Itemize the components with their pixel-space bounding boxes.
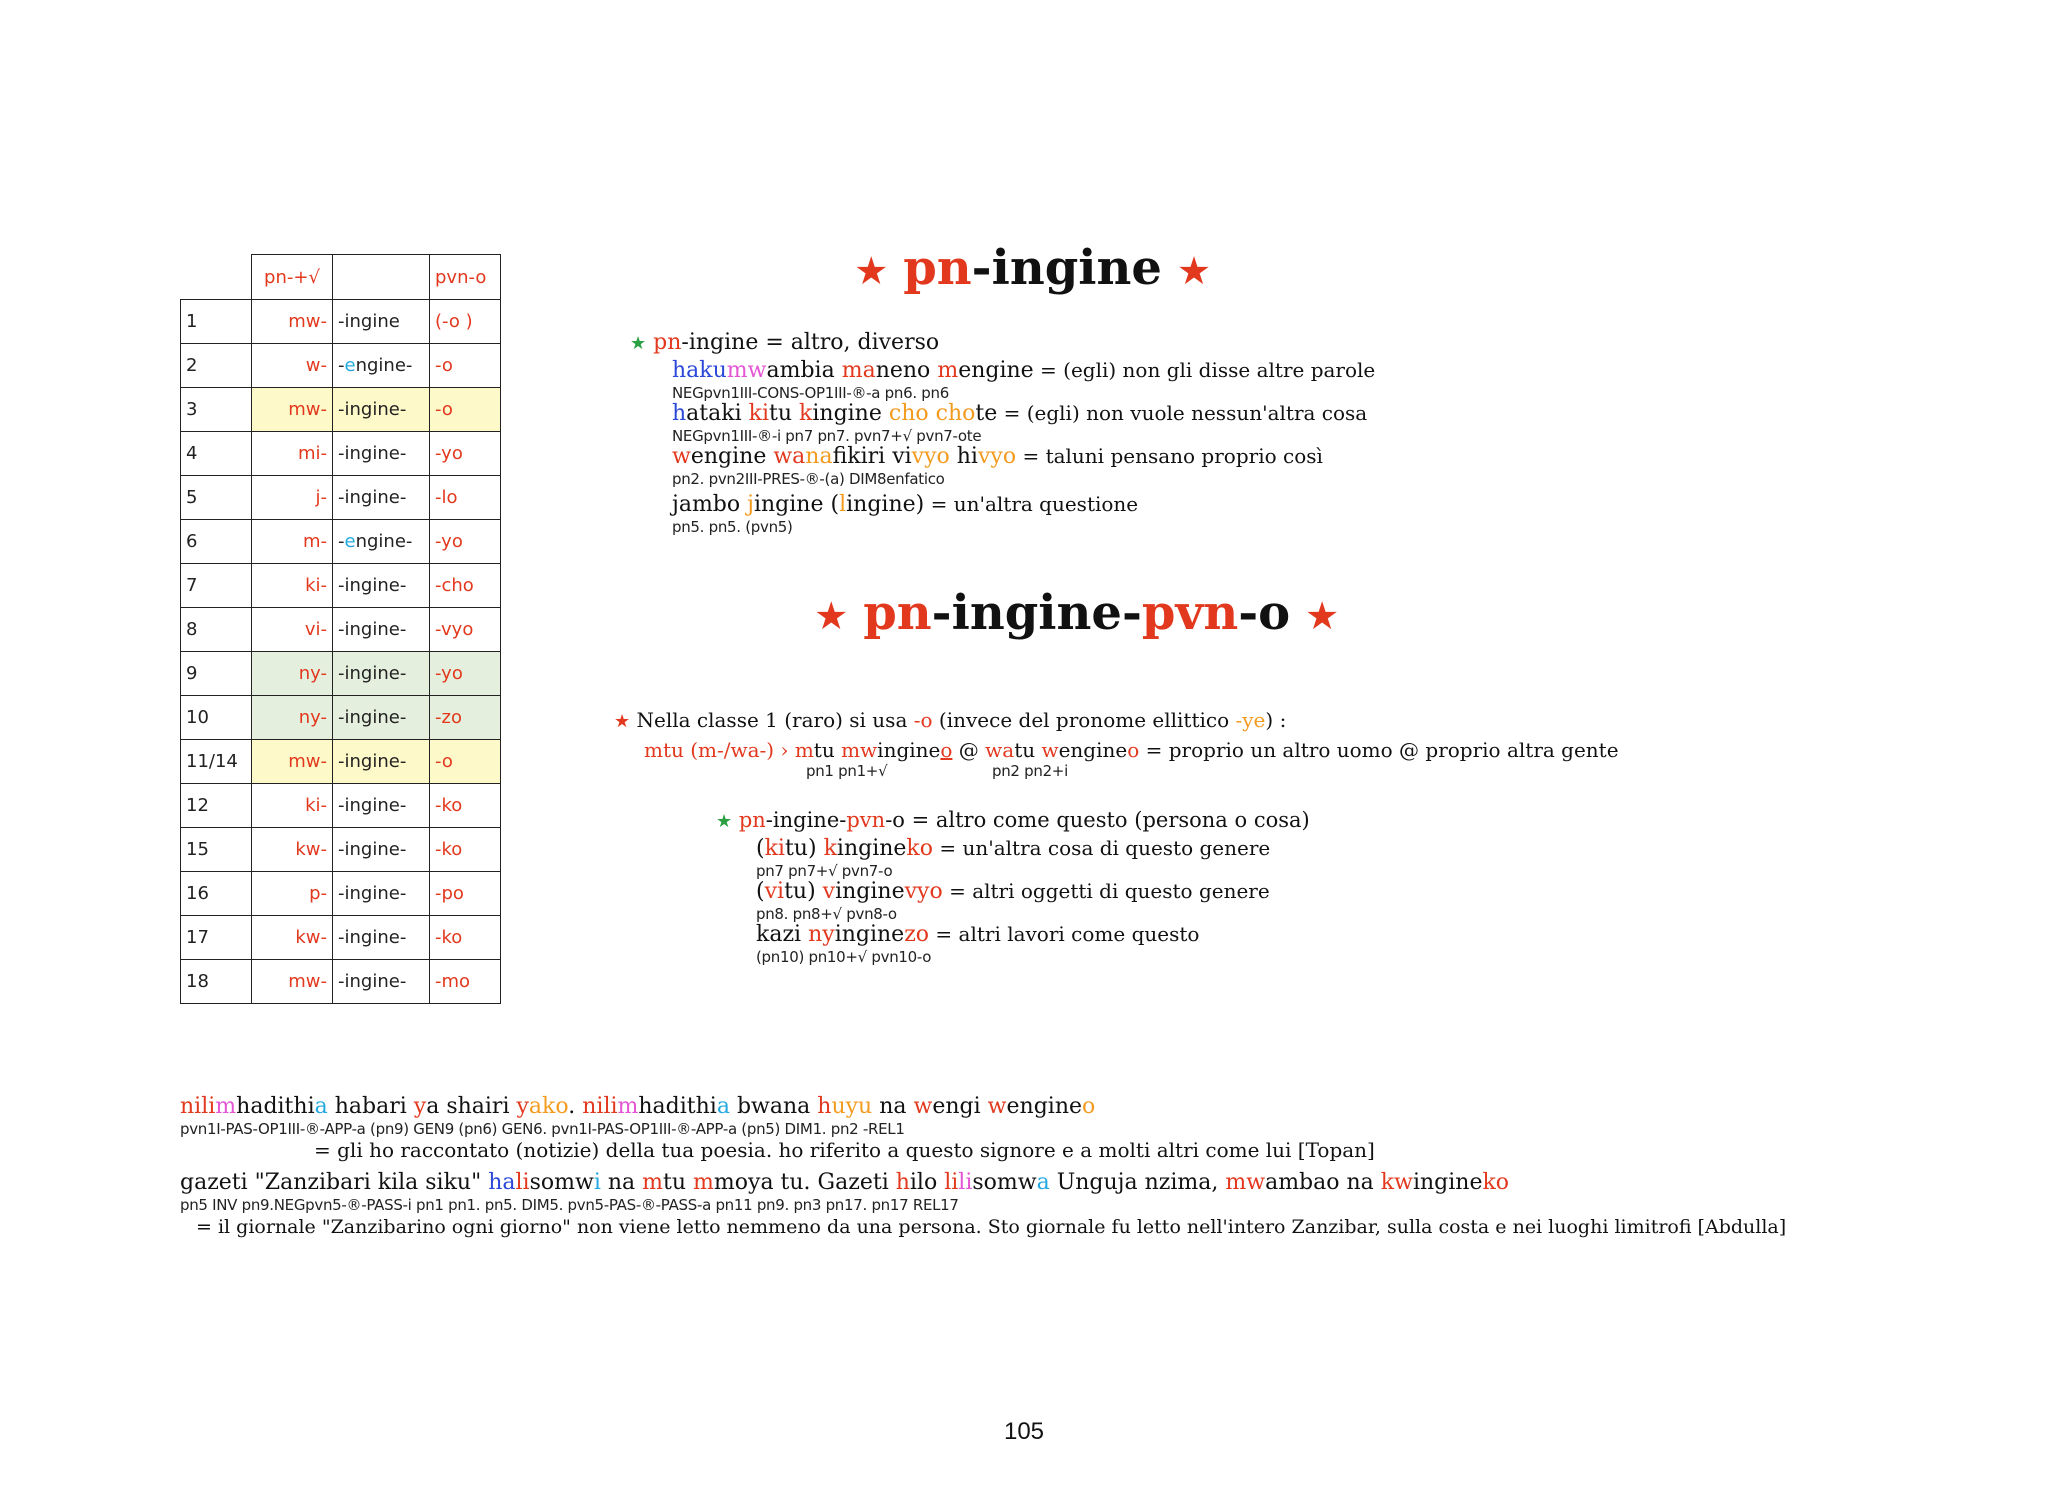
table-cell-suf: -ko: [430, 828, 501, 872]
example-line: [672, 401, 1367, 426]
table-cell-suf: -cho: [430, 564, 501, 608]
table-cell-pn: ny-: [252, 696, 333, 740]
text: = un'altra cosa di questo genere: [933, 836, 1271, 860]
text: moya tu. Gazeti: [713, 1170, 896, 1195]
definition-line: [630, 330, 939, 355]
example-line: [672, 358, 1375, 383]
text: = proprio un altro uomo @ proprio altra gente: [1139, 738, 1619, 762]
translation-line: = il giornale "Zanzibarino ogni giorno" non viene letto nemmeno da una persona. Sto giornale fu letto nell'intero Zanzibar, sulla costa e nei luoghi limitrofi [Abdulla]: [196, 1216, 1787, 1238]
text: hi: [956, 444, 978, 469]
text: wa: [985, 738, 1015, 762]
text: na: [600, 1170, 643, 1195]
text: k: [823, 836, 837, 861]
text: w: [672, 444, 691, 469]
example-line: [756, 879, 1270, 904]
page-number: 105: [1003, 1418, 1045, 1445]
example-line: [644, 738, 1619, 762]
table-row: [181, 740, 501, 784]
text: cho: [935, 401, 976, 426]
text: wa: [773, 444, 806, 469]
table-cell-stem: -ingine-: [333, 564, 430, 608]
text: gazeti "Zanzibari kila siku": [180, 1170, 489, 1195]
text: ko: [1482, 1170, 1510, 1195]
table-cell-stem: -ingine-: [333, 872, 430, 916]
title-part: -ingine: [971, 240, 1162, 296]
pronoun-class-table: [180, 254, 501, 1004]
table-cell-n: 8: [181, 608, 252, 652]
text: ingine: [836, 836, 907, 861]
table-cell-pn: ny-: [252, 652, 333, 696]
table-cell-n: 18: [181, 960, 252, 1004]
table-cell-suf: -o: [430, 740, 501, 784]
translation-line: = gli ho raccontato (notizie) della tua poesia. ho riferito a questo signore e a molti altri come lui [Topan]: [314, 1138, 1375, 1162]
table-cell-stem: -ingine-: [333, 828, 430, 872]
text: (: [756, 879, 765, 904]
definition-line: [716, 808, 1310, 832]
gloss-line: pn5 INV pn9.NEGpvn5-®-PASS-i pn1 pn1. pn5. DIM5. pvn5-PAS-®-PASS-a pn11 pn9. pn3 pn17. pn17 REL17: [180, 1196, 959, 1214]
gloss-line: pn2 pn2+i: [992, 762, 1068, 780]
text: (: [756, 836, 765, 861]
text: vi: [764, 879, 785, 904]
text: v: [822, 879, 836, 904]
text: o: [940, 738, 953, 762]
table-cell-pn: p-: [252, 872, 333, 916]
table-cell-n: 6: [181, 520, 252, 564]
table-cell-suf: -po: [430, 872, 501, 916]
text: somw: [529, 1170, 594, 1195]
text: engine: [1058, 738, 1128, 762]
table-cell-n: 11/14: [181, 740, 252, 784]
text: vyo: [977, 444, 1017, 469]
table-cell-stem: -ingine-: [333, 916, 430, 960]
text: o: [1082, 1094, 1096, 1119]
text: m: [642, 1170, 664, 1195]
text: hadithi: [236, 1094, 315, 1119]
text: ako: [528, 1094, 569, 1119]
table-cell-n: 4: [181, 432, 252, 476]
text: -o: [913, 708, 933, 732]
text: -ingine = altro, diverso: [681, 330, 940, 355]
text: zo: [904, 922, 930, 947]
table-row: [181, 608, 501, 652]
table-cell-stem: -ingine-: [333, 960, 430, 1004]
text: pn: [653, 330, 682, 355]
table-row: [181, 388, 501, 432]
text: a: [716, 1094, 730, 1119]
table-header-cell: pvn-o: [430, 255, 501, 300]
table-cell-n: 12: [181, 784, 252, 828]
section-title-pn-ingine: [856, 240, 1209, 296]
text: (invece del pronome ellittico: [932, 708, 1236, 732]
text: tu: [813, 738, 842, 762]
text: m: [215, 1094, 237, 1119]
table-cell-suf: -lo: [430, 476, 501, 520]
star-icon: ★: [614, 711, 631, 732]
title-part: -ingine-: [931, 585, 1142, 641]
text: mw: [1225, 1170, 1266, 1195]
title-part: pn: [903, 240, 972, 296]
text: = un'altra questione: [924, 492, 1139, 516]
table-header-cell: pn-+√: [252, 255, 333, 300]
table-row: [181, 872, 501, 916]
table-cell-suf: -yo: [430, 520, 501, 564]
table-cell-pn: mw-: [252, 388, 333, 432]
text: o: [1127, 738, 1140, 762]
table-cell-pn: j-: [252, 476, 333, 520]
text: j: [747, 492, 754, 517]
table-cell-stem: -ingine-: [333, 476, 430, 520]
text: ki: [764, 836, 785, 861]
text: somw: [972, 1170, 1037, 1195]
text: l: [839, 492, 847, 517]
example-line: [672, 444, 1323, 469]
text: ingine: [835, 879, 905, 904]
example-line: [756, 836, 1270, 861]
table-header-cell: [181, 255, 252, 300]
text: tu: [769, 401, 793, 426]
table-row: [181, 564, 501, 608]
example-line: [672, 492, 1138, 517]
text: ingine: [877, 738, 941, 762]
text: pvn: [846, 808, 886, 832]
table-cell-pn: kw-: [252, 828, 333, 872]
text: tu: [1014, 738, 1042, 762]
table-cell-suf: -o: [430, 388, 501, 432]
text: li: [958, 1170, 973, 1195]
text: w: [987, 1094, 1007, 1119]
text: bwana: [729, 1094, 818, 1119]
text: li: [515, 1170, 530, 1195]
table-cell-pn: m-: [252, 520, 333, 564]
table-cell-stem: -ingine: [333, 300, 430, 344]
star-icon: ★: [1178, 251, 1210, 292]
table-cell-stem: -ingine-: [333, 388, 430, 432]
text: ) :: [1265, 708, 1287, 732]
table-cell-n: 3: [181, 388, 252, 432]
text: @: [952, 738, 986, 762]
text: te: [975, 401, 998, 426]
text: tu): [784, 836, 824, 861]
text: engine: [690, 444, 767, 469]
table-cell-suf: -mo: [430, 960, 501, 1004]
table-row: [181, 652, 501, 696]
text: y: [516, 1094, 529, 1119]
text: nili: [582, 1094, 618, 1119]
text: ilo: [909, 1170, 945, 1195]
text: .: [568, 1094, 583, 1119]
gloss-line: pn7 pn7+√ pvn7-o: [756, 862, 893, 880]
text: fikiri: [832, 444, 886, 469]
text: vi: [892, 444, 912, 469]
table-cell-suf: -ko: [430, 784, 501, 828]
gloss-line: pvn1I-PAS-OP1III-®-APP-a (pn9) GEN9 (pn6) GEN6. pvn1I-PAS-OP1III-®-APP-a (pn5) DIM1. pn2 -REL1: [180, 1120, 905, 1138]
text: hadithi: [638, 1094, 717, 1119]
text: w: [1041, 738, 1059, 762]
text: ny: [808, 922, 835, 947]
text: pn: [738, 808, 766, 832]
title-part: pn: [863, 585, 932, 641]
text: a: [1036, 1170, 1050, 1195]
table-cell-n: 15: [181, 828, 252, 872]
text: ingine: [812, 401, 882, 426]
text: ha: [488, 1170, 516, 1195]
text: k: [799, 401, 813, 426]
text: vyo: [911, 444, 950, 469]
title-part: pvn: [1141, 585, 1239, 641]
table-cell-pn: ki-: [252, 784, 333, 828]
table-cell-pn: ki-: [252, 564, 333, 608]
text: mw: [726, 358, 767, 383]
text: a: [314, 1094, 328, 1119]
table-cell-suf: -yo: [430, 432, 501, 476]
gloss-line: NEGpvn1III-®-i pn7 pn7. pvn7+√ pvn7-ote: [672, 427, 982, 445]
table-row: [181, 696, 501, 740]
text: tu): [784, 879, 823, 904]
text: Unguja nzima,: [1049, 1170, 1226, 1195]
text: h: [895, 1170, 910, 1195]
text: engine: [1006, 1094, 1083, 1119]
table-row: [181, 960, 501, 1004]
table-row: [181, 344, 501, 388]
table-cell-suf: -ko: [430, 916, 501, 960]
text: ingine): [846, 492, 925, 517]
title-part: -o: [1238, 585, 1291, 641]
text: mw: [841, 738, 878, 762]
text: na: [872, 1094, 914, 1119]
table-row: [181, 916, 501, 960]
text: tu: [663, 1170, 694, 1195]
star-icon: ★: [630, 333, 647, 354]
table-cell-stem: -ingine-: [333, 696, 430, 740]
note-line: [614, 708, 1286, 732]
text: w: [913, 1094, 933, 1119]
gloss-line: pn5. pn5. (pvn5): [672, 518, 793, 536]
table-cell-n: 10: [181, 696, 252, 740]
text: haku: [672, 358, 727, 383]
text: m: [937, 358, 959, 383]
text: m: [617, 1094, 639, 1119]
table-cell-pn: vi-: [252, 608, 333, 652]
table-cell-suf: -zo: [430, 696, 501, 740]
table-cell-stem: -ingine-: [333, 740, 430, 784]
text: nili: [180, 1094, 216, 1119]
text: kw: [1380, 1170, 1413, 1195]
table-cell-n: 2: [181, 344, 252, 388]
text: cho: [888, 401, 929, 426]
text: m: [794, 738, 814, 762]
table-cell-suf: (-o ): [430, 300, 501, 344]
text: m: [693, 1170, 714, 1195]
text: engine: [958, 358, 1034, 383]
table-cell-n: 17: [181, 916, 252, 960]
table-row: [181, 432, 501, 476]
text: h: [672, 401, 687, 426]
text: ambao na: [1265, 1170, 1381, 1195]
table-cell-stem: -engine-: [333, 520, 430, 564]
example-line: [756, 922, 1199, 947]
star-icon: ★: [856, 251, 887, 292]
gloss-line: (pn10) pn10+√ pvn10-o: [756, 948, 932, 966]
text: = altri oggetti di questo genere: [942, 879, 1270, 903]
text: i: [593, 1170, 601, 1195]
text: (: [830, 492, 840, 517]
sentence-2: [180, 1170, 1509, 1195]
table-cell-n: 16: [181, 872, 252, 916]
text: vyo: [904, 879, 943, 904]
text: jambo: [672, 492, 741, 517]
table-cell-suf: -yo: [430, 652, 501, 696]
star-icon: ★: [716, 811, 733, 832]
table-cell-stem: -ingine-: [333, 432, 430, 476]
table-cell-pn: mw-: [252, 740, 333, 784]
table-cell-n: 5: [181, 476, 252, 520]
table-row: [181, 476, 501, 520]
table-cell-n: 7: [181, 564, 252, 608]
table-cell-pn: w-: [252, 344, 333, 388]
text: ki: [748, 401, 769, 426]
table-cell-suf: -vyo: [430, 608, 501, 652]
table-cell-n: 1: [181, 300, 252, 344]
star-icon: ★: [1306, 596, 1338, 637]
text: na: [805, 444, 833, 469]
text: li: [944, 1170, 959, 1195]
star-icon: ★: [816, 596, 847, 637]
text: a shairi: [426, 1094, 517, 1119]
table-cell-pn: mw-: [252, 300, 333, 344]
table-cell-pn: mw-: [252, 960, 333, 1004]
text: = (egli) non gli disse altre parole: [1033, 358, 1376, 382]
gloss-line: pn2. pvn2III-PRES-®-(a) DIM8enfatico: [672, 470, 945, 488]
text: ingine: [834, 922, 905, 947]
text: -o = altro come questo (persona o cosa): [885, 808, 1310, 832]
table-cell-stem: -ingine-: [333, 652, 430, 696]
table-cell-suf: -o: [430, 344, 501, 388]
gloss-line: NEGpvn1III-CONS-OP1III-®-a pn6. pn6: [672, 384, 949, 402]
gloss-line: pn8. pn8+√ pvn8-o: [756, 905, 897, 923]
text: = taluni pensano proprio così: [1016, 444, 1323, 468]
text: ingine: [1412, 1170, 1483, 1195]
text: ingine: [753, 492, 824, 517]
table-header-row: [181, 255, 501, 300]
text: neno: [875, 358, 931, 383]
table-row: [181, 300, 501, 344]
table-cell-n: 9: [181, 652, 252, 696]
text: mtu (m-/wa-) ›: [644, 738, 795, 762]
text: -ye: [1235, 708, 1266, 732]
text: engi: [932, 1094, 988, 1119]
text: = altri lavori come questo: [929, 922, 1200, 946]
text: = (egli) non vuole nessun'altra cosa: [997, 401, 1368, 425]
sentence-1: [180, 1094, 1095, 1119]
text: y: [413, 1094, 427, 1119]
table-row: [181, 784, 501, 828]
text: h: [817, 1094, 832, 1119]
text: kazi: [756, 922, 809, 947]
text: uyu: [831, 1094, 873, 1119]
table-cell-stem: -ingine-: [333, 784, 430, 828]
text: Nella classe 1 (raro) si usa: [636, 708, 914, 732]
table-row: [181, 828, 501, 872]
text: -ingine-: [765, 808, 847, 832]
text: ambia: [766, 358, 835, 383]
table-cell-pn: kw-: [252, 916, 333, 960]
text: habari: [327, 1094, 414, 1119]
text: ataki: [686, 401, 742, 426]
table-cell-stem: -ingine-: [333, 608, 430, 652]
table-cell-pn: mi-: [252, 432, 333, 476]
table-header-cell: [333, 255, 430, 300]
gloss-line: pn1 pn1+√: [806, 762, 888, 780]
table-row: [181, 520, 501, 564]
text: ko: [906, 836, 933, 861]
table-cell-stem: -engine-: [333, 344, 430, 388]
section-title-pn-ingine-pvn-o: [816, 585, 1337, 641]
text: ma: [841, 358, 876, 383]
